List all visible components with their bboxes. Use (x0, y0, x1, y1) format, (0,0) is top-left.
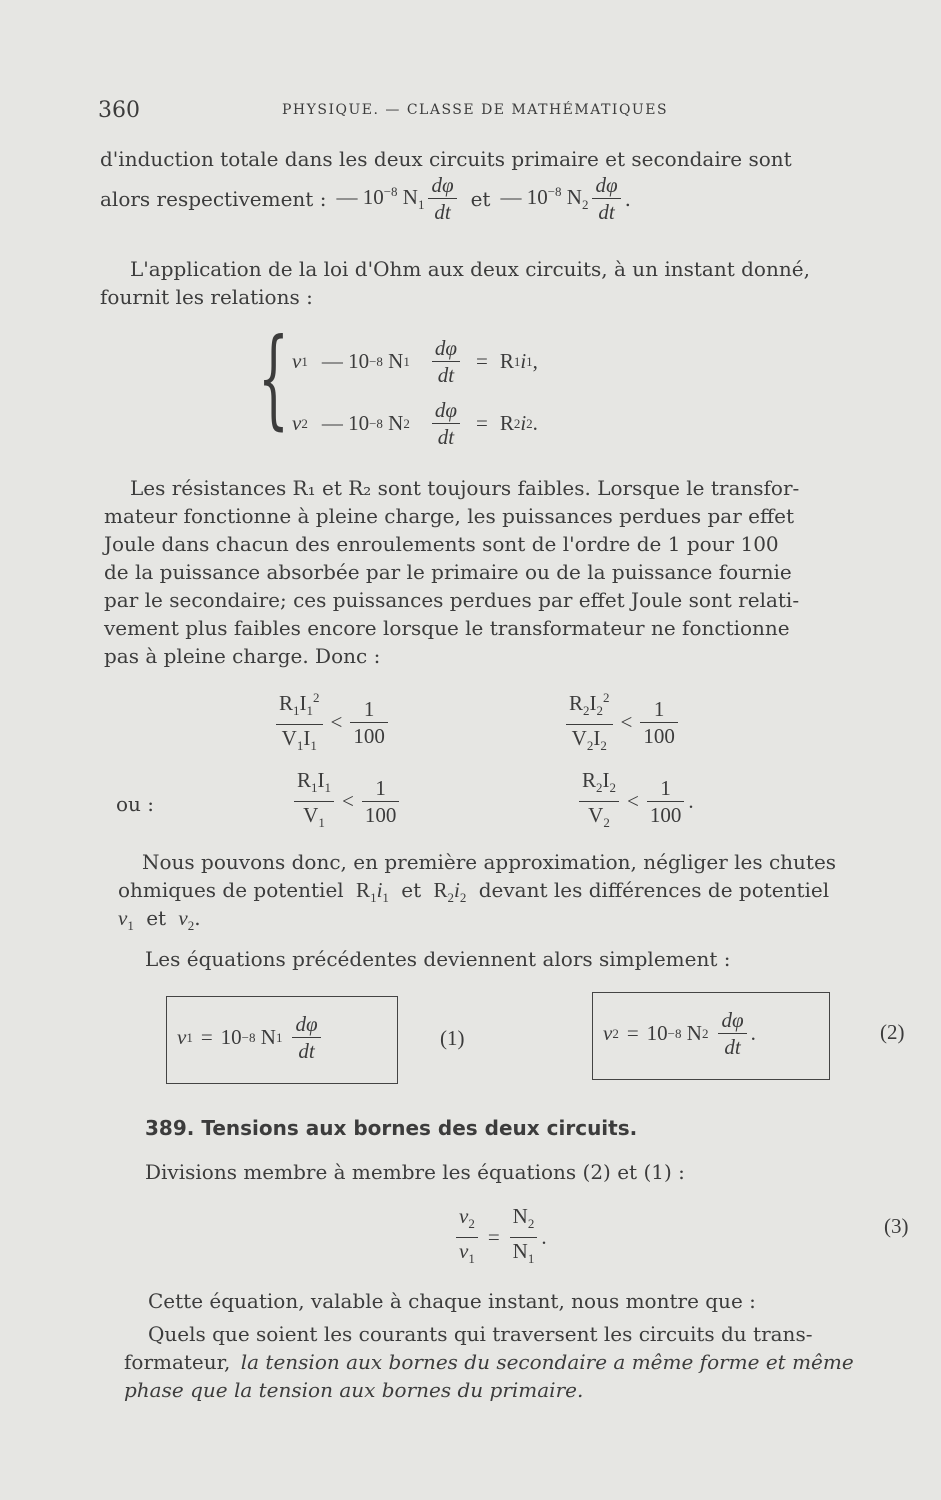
section-title: Tensions aux bornes des deux circuits. (201, 1116, 638, 1140)
equation-3-label: (3) (884, 1214, 909, 1238)
inequality-2b: $\frac{R_2I_2}{V_2}$ < $\frac{1}{100}$ . (575, 767, 694, 836)
dphi-dt-fraction-1: $\frac{d\varphi}{dt}$ (428, 172, 456, 225)
equation-2-label: (2) (880, 1020, 905, 1044)
flux1: — $10^{-8}$ $N_1$ (336, 183, 425, 213)
division-line: Divisions membre à membre les équations (2) et (1) : (145, 1160, 685, 1184)
conclusion-line-4: phase que la tension aux bornes du primaire. (124, 1378, 584, 1402)
intro-lead: alors respectivement : (100, 186, 327, 211)
conclusion-line-1: Cette équation, valable à chaque instant, nous montre que : (148, 1289, 756, 1313)
intro-line-1: d'induction totale dans les deux circuits primaire et secondaire sont (100, 147, 792, 171)
equation-2: v 2 = 10 −8 N 2 $\frac{d\varphi}{dt}$ . (603, 1008, 756, 1059)
ohm-line-1: L'application de la loi d'Ohm aux deux circuits, à un instant donné, (130, 257, 810, 281)
page-number: 360 (98, 98, 140, 123)
equation-1: v 1 = 10 −8 N 1 $\frac{d\varphi}{dt}$ (177, 1011, 325, 1064)
system-eq-2: v 2 — 10 −8 N 2 $\frac{d\varphi}{dt}$ = R 2 i 2 . (292, 398, 538, 449)
inequality-2a: $\frac{R_1I_1}{V_1}$ < $\frac{1}{100}$ (290, 767, 403, 836)
equation-1-label: (1) (440, 1026, 465, 1050)
boxed-equation-2 (592, 992, 830, 1080)
inequality-1a: $\frac{R_1I_1^2}{V_1I_1}$ < $\frac{1}{100}$ (272, 685, 392, 759)
approx-line-1: Nous pouvons donc, en première approximation, négliger les chutes (142, 850, 837, 874)
resistances-paragraph: Les résistances R₁ et R₂ sont toujours faibles. Lorsque le transfor- mateur fonctionne à pleine charge, les puissances perdues par effet Joule dans chacun des enroulements sont de l'ordre de 1 pour 100 de la puissance absorbée par le primaire ou de la puissance fournie par le secondaire; ces puissances perdues par effet Joule sont relati- vement plus faibles encore lorsque le transformateur ne fonctionne pas à pleine charge. Donc : (104, 476, 800, 668)
intro-connector: et (470, 186, 491, 211)
left-brace: { (258, 316, 289, 441)
simplify-line: Les équations précédentes deviennent alors simplement : (145, 947, 731, 971)
boxed-equation-1 (166, 996, 398, 1084)
ohm-line-2: fournit les relations : (100, 285, 313, 309)
approx-line-2: ohmiques de potentiel $R_1i_1$ et $R_2i_2$ devant les différences de potentiel (118, 878, 830, 906)
running-title: PHYSIQUE. — CLASSE DE MATHÉMATIQUES (282, 102, 669, 118)
dphi-dt-fraction-2: $\frac{d\varphi}{dt}$ (592, 172, 620, 225)
ou-label: ou : (116, 792, 155, 816)
section-number: 389. (145, 1116, 195, 1140)
intro-line-2: alors respectivement : — $10^{-8}$ $N_1$ $\frac{d\varphi}{dt}$ et — $10^{-8}$ $N_2$ $\frac{d\varphi}{dt}$ . (100, 173, 631, 224)
conclusion-line-2: Quels que soient les courants qui traversent les circuits du trans- (148, 1322, 813, 1346)
flux2: — $10^{-8}$ $N_2$ (500, 183, 589, 213)
equation-3: $\frac{v_2}{v_1}$ = $\frac{N_2}{N_1}$ . (452, 1203, 547, 1272)
section-heading (145, 1116, 637, 1140)
system-eq-1: v 1 — 10 −8 N 1 $\frac{d\varphi}{dt}$ = R 1 i 1 , (292, 336, 538, 387)
approx-line-3: $v_1$ et $v_2$. (118, 906, 201, 934)
conclusion-line-3: formateur, la tension aux bornes du secondaire a même forme et même (124, 1350, 854, 1374)
inequality-1b: $\frac{R_2I_2^2}{V_2I_2}$ < $\frac{1}{100}$ (562, 685, 682, 759)
